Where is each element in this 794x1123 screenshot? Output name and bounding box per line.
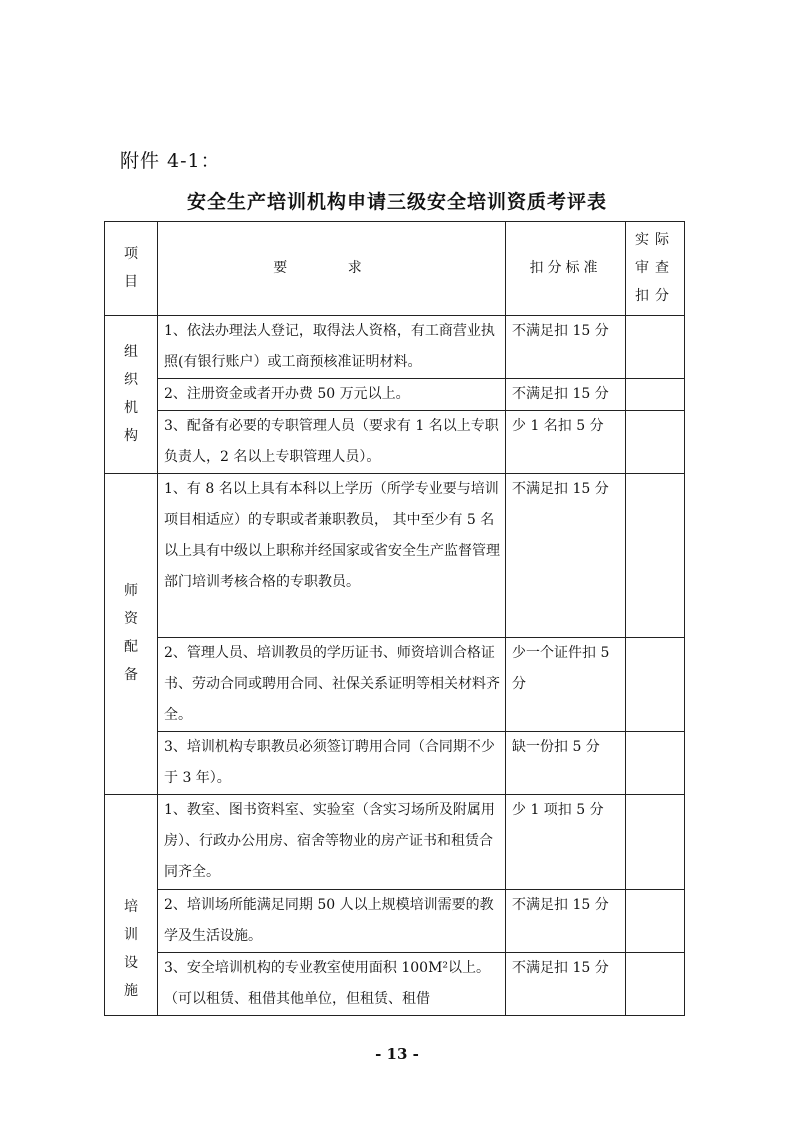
table-row: [105, 316, 685, 379]
actual-score-cell: [626, 795, 685, 890]
requirement-cell: 3、培训机构专职教员必须签订聘用合同（合同期不少于 3 年）。: [158, 732, 506, 795]
section-name: 组织机构: [124, 343, 138, 444]
deduction-cell: 少 1 项扣 5 分: [506, 795, 626, 890]
table-row: [105, 474, 685, 638]
actual-score-cell: [626, 953, 685, 1016]
header-actual-cell: [626, 222, 685, 316]
table-row: [105, 795, 685, 890]
header-requirement: 要 求: [273, 260, 390, 276]
document-title: 安全生产培训机构申请三级安全培训资质考评表: [186, 191, 607, 213]
deduction-cell: 少 1 名扣 5 分: [506, 411, 626, 474]
table-row: [105, 953, 685, 1016]
actual-score-cell: [626, 638, 685, 732]
section-name: 师资配备: [124, 583, 138, 683]
table-row: [105, 411, 685, 474]
table-row: [105, 732, 685, 795]
table-row: [105, 379, 685, 411]
section-name-cell: [105, 316, 158, 474]
header-actual: 实际审查扣分: [635, 231, 675, 304]
section-name-cell: [105, 474, 158, 795]
actual-score-cell: [626, 890, 685, 953]
requirement-cell: 2、管理人员、培训教员的学历证书、师资培训合格证书、劳动合同或聘用合同、社保关系证明等相关材料齐全。: [158, 638, 506, 732]
section-name-cell: [105, 795, 158, 1016]
header-item-cell: [105, 222, 158, 316]
actual-score-cell: [626, 316, 685, 379]
deduction-cell: 不满足扣 15 分: [506, 953, 626, 1016]
actual-score-cell: [626, 474, 685, 638]
evaluation-table: [104, 221, 685, 1016]
requirement-cell: 3、配备有必要的专职管理人员（要求有 1 名以上专职负责人，2 名以上专职管理人员）。: [158, 411, 506, 474]
deduction-cell: 不满足扣 15 分: [506, 379, 626, 411]
requirement-cell: 2、培训场所能满足同期 50 人以上规模培训需要的教学及生活设施。: [158, 890, 506, 953]
requirement-cell: 1、有 8 名以上具有本科以上学历（所学专业要与培训项目相适应）的专职或者兼职教员， 其中至少有 5 名以上具有中级以上职称并经国家或省安全生产监督管理部门培训考核合格的专职教员。: [158, 474, 506, 638]
header-item: 项目: [124, 245, 138, 290]
header-requirement-cell: [158, 222, 506, 316]
deduction-cell: 缺一份扣 5 分: [506, 732, 626, 795]
requirement-cell: 3、安全培训机构的专业教室使用面积 100M²以上。（可以租赁、租借其他单位，但租赁、租借: [158, 953, 506, 1016]
table-row: [105, 890, 685, 953]
deduction-cell: 少一个证件扣 5 分: [506, 638, 626, 732]
table-row: [105, 638, 685, 732]
attachment-label: 附件 4-1：: [120, 150, 221, 172]
header-deduction-cell: [506, 222, 626, 316]
section-name: 培训设施: [124, 899, 138, 999]
deduction-cell: 不满足扣 15 分: [506, 474, 626, 638]
requirement-cell: 1、教室、图书资料室、实验室（含实习场所及附属用房）、行政办公用房、宿舍等物业的房产证书和租赁合同齐全。: [158, 795, 506, 890]
deduction-cell: 不满足扣 15 分: [506, 890, 626, 953]
page-number: - 13 -: [375, 1045, 419, 1063]
actual-score-cell: [626, 411, 685, 474]
requirement-cell: 1、依法办理法人登记，取得法人资格，有工商营业执照(有银行账户）或工商预核准证明材料。: [158, 316, 506, 379]
deduction-cell: 不满足扣 15 分: [506, 316, 626, 379]
requirement-cell: 2、注册资金或者开办费 50 万元以上。: [158, 379, 506, 411]
table-header-row: [105, 222, 685, 316]
actual-score-cell: [626, 379, 685, 411]
actual-score-cell: [626, 732, 685, 795]
header-deduction: 扣分标准: [529, 260, 602, 276]
